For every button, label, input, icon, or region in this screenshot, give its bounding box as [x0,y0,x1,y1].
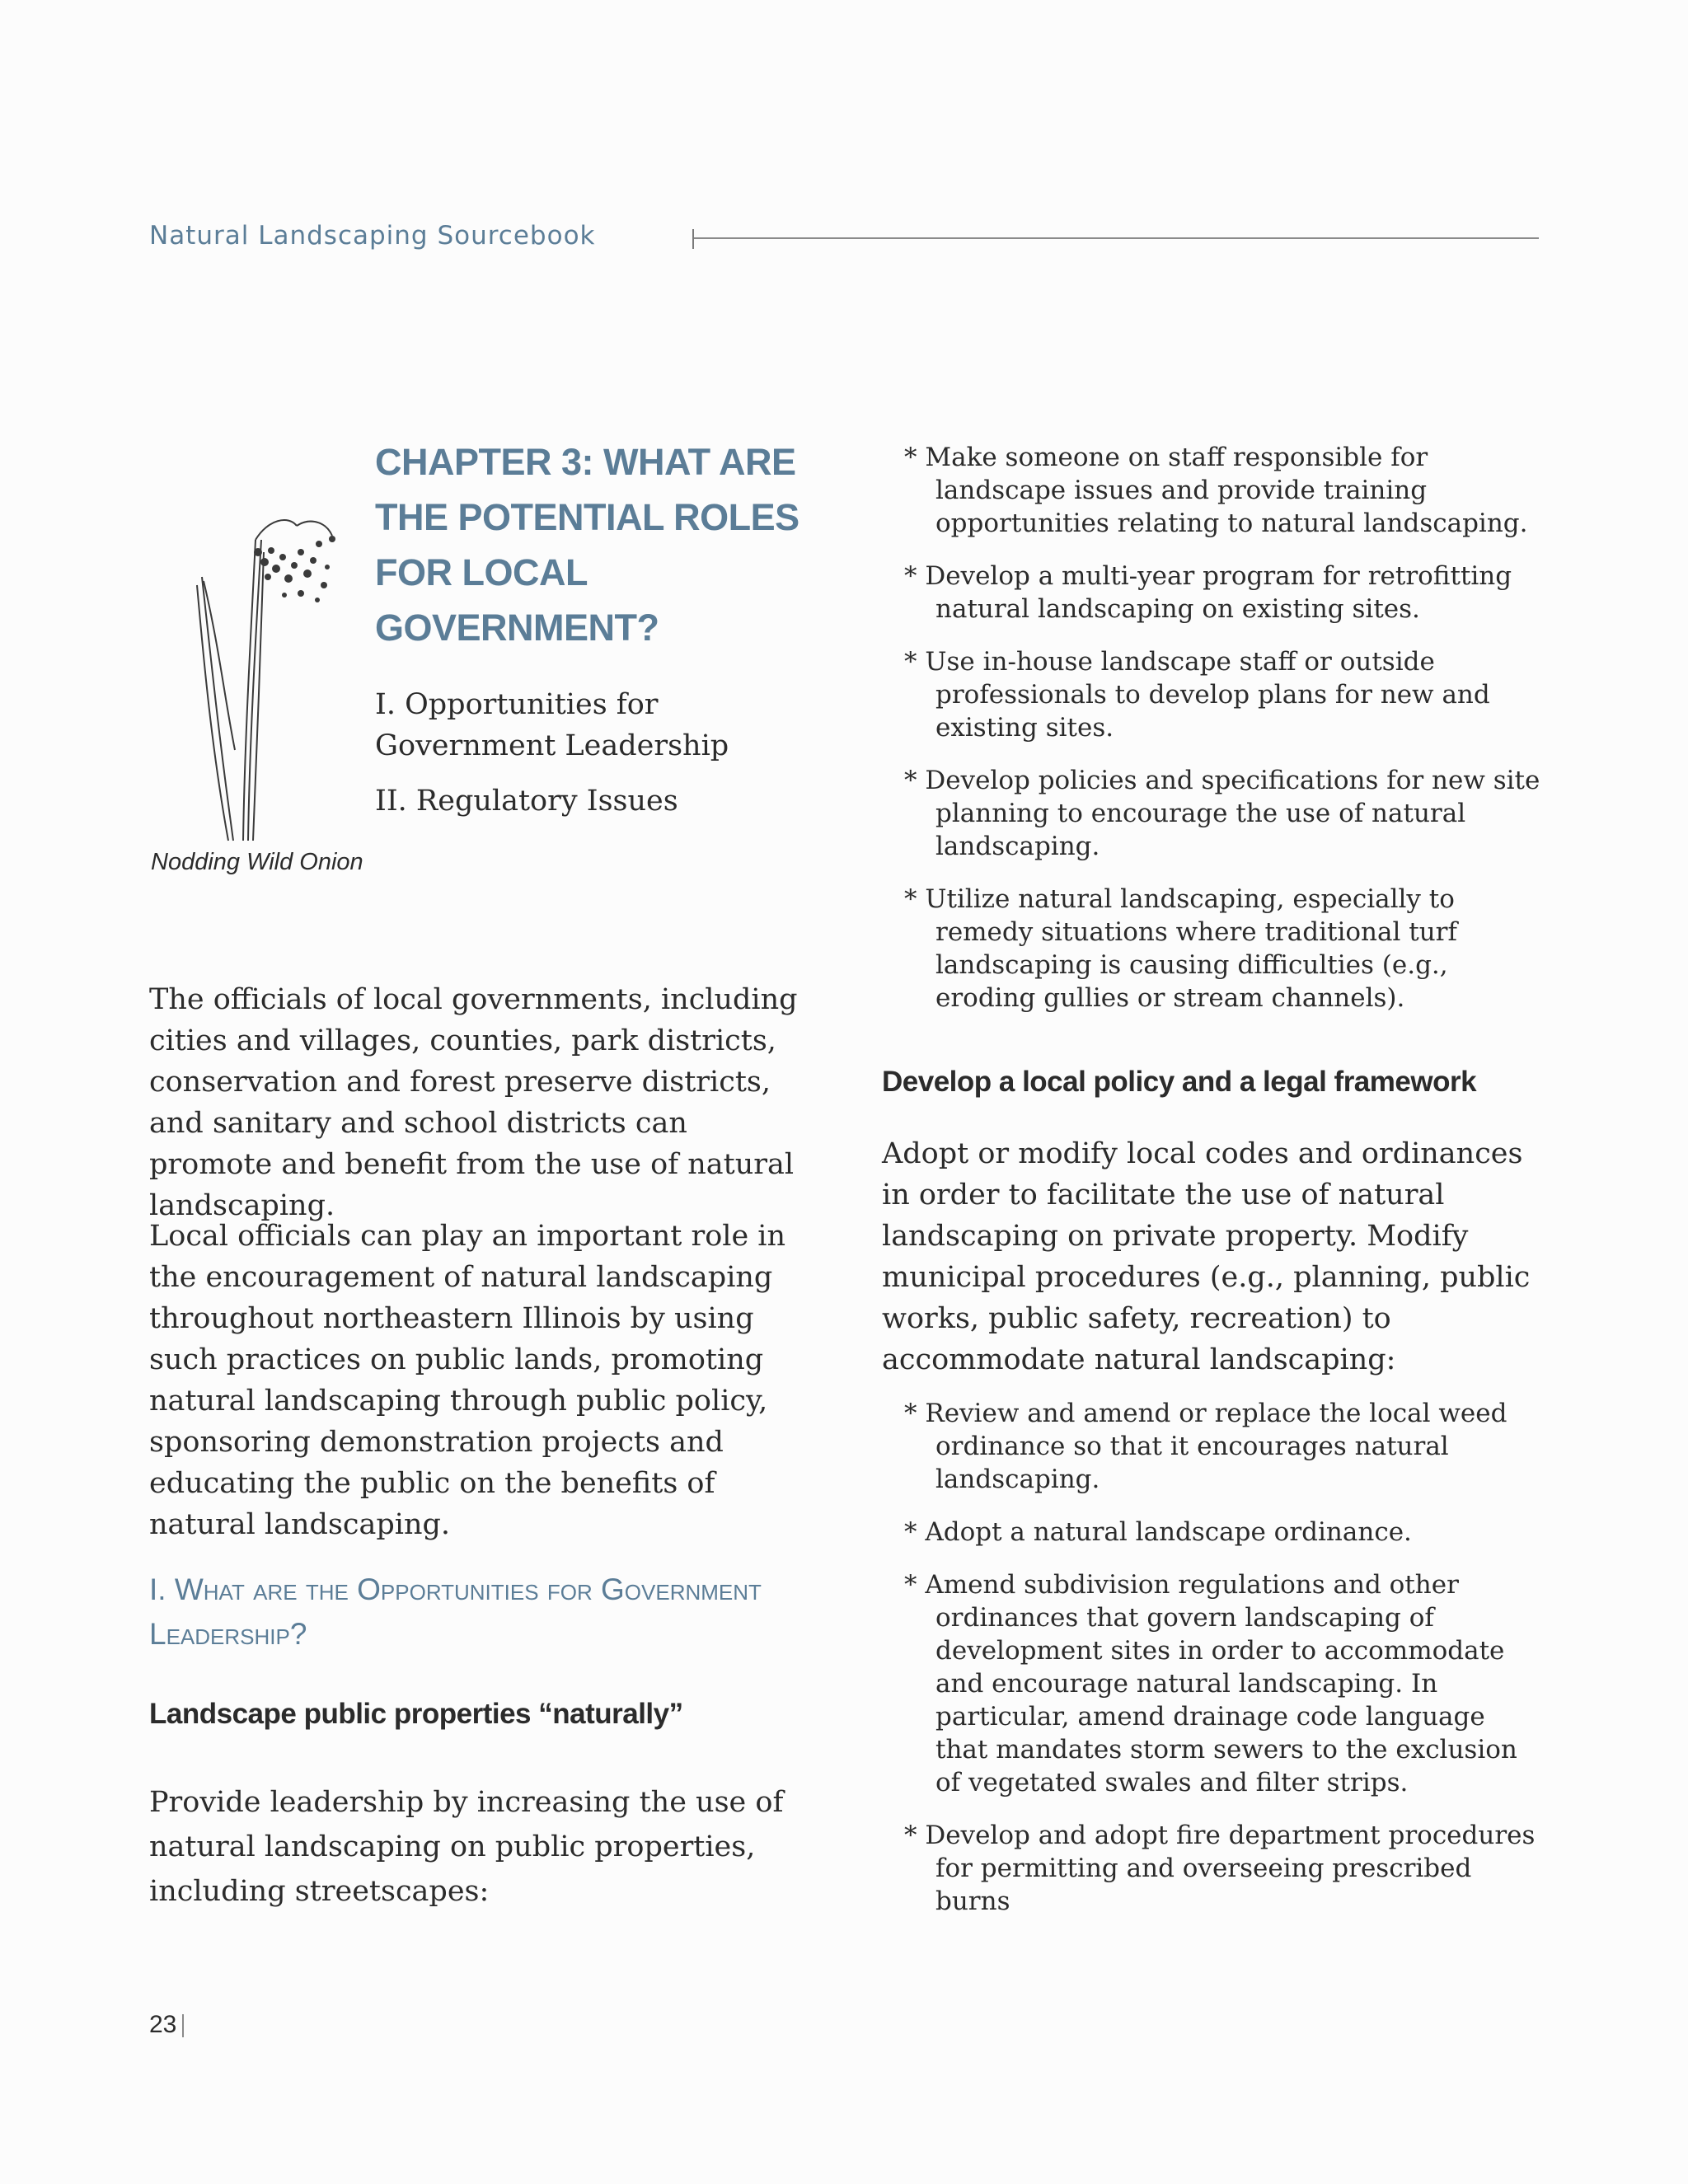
toc-item-1: I. Opportunities for Government Leadership [375,688,729,762]
bullet-list-staff [904,441,1543,1034]
nodding-wild-onion-illustration [185,503,375,849]
section-heading: I. What are the Opportunities for Government Leadership? [149,1572,762,1651]
subheading-public-properties: Landscape public properties “naturally” [149,1698,683,1730]
bullet-list-ordinances [904,1397,1543,1938]
toc-item-2: II. Regulatory Issues [375,785,678,818]
figure-caption: Nodding Wild Onion [151,849,363,875]
header-rule-tick [692,229,694,249]
page-number: 23 [149,2011,177,2038]
list-item: * Use in-house landscape staff or outside professionals to develop plans for new and existing sites. [904,647,1490,743]
list-item: * Develop and adopt fire department procedures for permitting and overseeing prescribed burns [904,1821,1536,1916]
chapter-title: CHAPTER 3: WHAT ARE THE POTENTIAL ROLES FOR LOCAL GOVERNMENT? [375,441,799,649]
list-item: * Make someone on staff responsible for landscape issues and provide training opportunities relating to natural landscaping. [904,443,1528,538]
policy-paragraph: Adopt or modify local codes and ordinances in order to facilitate the use of natural landscaping on private property. Modify municipal procedures (e.g., planning, public works, public safety, recreation) to accommodate natural landscaping: [882,1137,1531,1376]
list-item: * Review and amend or replace the local weed ordinance so that it encourages natural landscaping. [904,1399,1507,1494]
running-header: Natural Landscaping Sourcebook [149,221,596,251]
subheading-local-policy: Develop a local policy and a legal framework [882,1066,1477,1098]
list-item: * Adopt a natural landscape ordinance. [904,1517,1412,1547]
page-number-bar [182,2014,184,2037]
roles-paragraph: Local officials can play an important role in the encouragement of natural landscaping throughout northeastern Illinois by using such practices on public lands, promoting natural landscaping through public policy, sponsoring demonstration projects and educating the public on the benefits of natural landscaping. [149,1220,786,1541]
list-item: * Utilize natural landscaping, especially to remedy situations where traditional turf landscaping is causing difficulties (e.g., eroding gullies or stream channels). [904,884,1457,1013]
intro-paragraph: The officials of local governments, including cities and villages, counties, park districts, conservation and forest preserve districts, and sanitary and school districts can promote and benefit from the use of natural landscaping. [149,983,798,1222]
list-item: * Amend subdivision regulations and other ordinances that govern landscaping of development sites in order to accommodate and encourage natural landscaping. In particular, amend drainage code language that mandates storm sewers to the exclusion of vegetated swales and filter strips. [904,1570,1517,1797]
list-item: * Develop policies and specifications for new site planning to encourage the use of natural landscaping. [904,766,1540,861]
list-item: * Develop a multi-year program for retrofitting natural landscaping on existing sites. [904,561,1512,624]
leadership-paragraph: Provide leadership by increasing the use of natural landscaping on public properties, including streetscapes: [149,1786,784,1908]
header-rule [694,237,1539,239]
